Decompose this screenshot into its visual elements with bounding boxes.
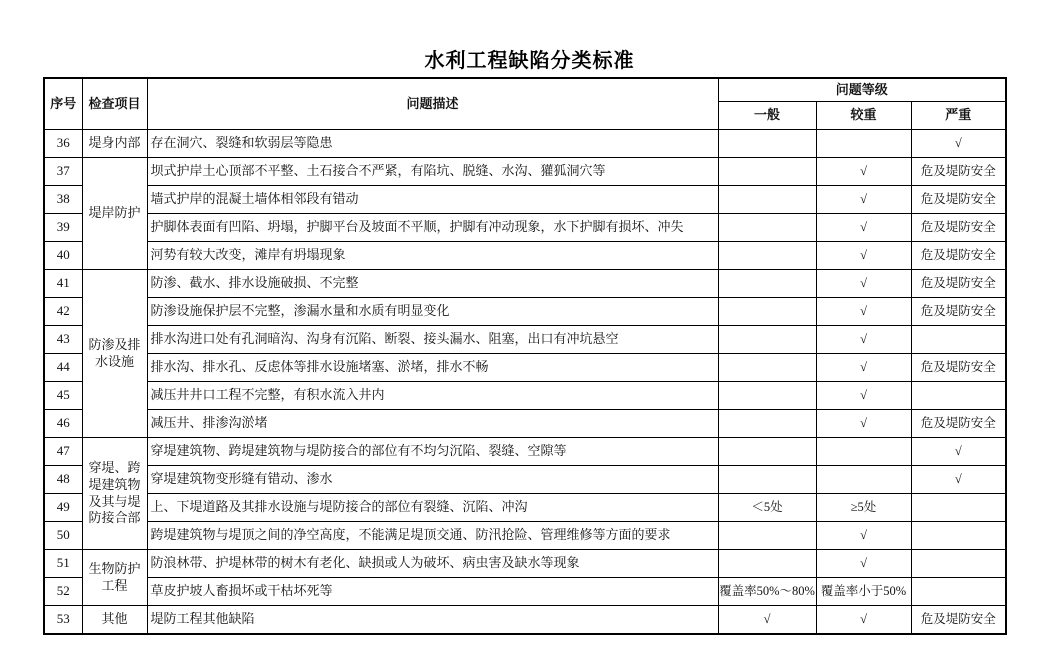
table-row	[44, 550, 1006, 578]
table-row	[44, 354, 1006, 382]
serial-number-cell: 43	[44, 326, 82, 354]
grade-moderate-cell: √	[816, 186, 911, 214]
grade-moderate-cell: √	[816, 298, 911, 326]
header-grade-severe: 严重	[911, 102, 1006, 130]
problem-description-cell: 坝式护岸土心顶部不平整、土石接合不严紧，有陷坑、脱缝、水沟、獾狐洞穴等	[147, 158, 718, 186]
page-title: 水利工程缺陷分类标准	[424, 50, 635, 72]
grade-general-cell	[718, 550, 816, 578]
grade-moderate-cell: √	[816, 270, 911, 298]
problem-description-cell: 护脚体表面有凹陷、坍塌，护脚平台及坡面不平顺，护脚有冲动现象，水下护脚有损坏、冲失	[147, 214, 718, 242]
inspection-item-cell: 生物防护工程	[82, 550, 147, 606]
problem-description-cell: 减压井、排渗沟淤堵	[147, 410, 718, 438]
grade-general-cell	[718, 298, 816, 326]
inspection-item-cell: 堤身内部	[82, 130, 147, 158]
grade-severe-cell: 危及堤防安全	[911, 410, 1006, 438]
grade-general-cell	[718, 410, 816, 438]
grade-severe-cell	[911, 522, 1006, 550]
serial-number-cell: 36	[44, 130, 82, 158]
grade-severe-cell: 危及堤防安全	[911, 186, 1006, 214]
grade-severe-cell	[911, 494, 1006, 522]
grade-moderate-cell: √	[816, 410, 911, 438]
serial-number-cell: 46	[44, 410, 82, 438]
table-row	[44, 606, 1006, 635]
grade-general-cell: 覆盖率50%～80%	[718, 578, 816, 606]
serial-number-cell: 51	[44, 550, 82, 578]
grade-moderate-cell: √	[816, 158, 911, 186]
serial-number-cell: 42	[44, 298, 82, 326]
grade-general-cell	[718, 382, 816, 410]
problem-description-cell: 防渗、截水、排水设施破损、不完整	[147, 270, 718, 298]
header-problem-grade-group: 问题等级	[718, 78, 1006, 102]
grade-severe-cell: 危及堤防安全	[911, 158, 1006, 186]
header-grade-moderate: 较重	[816, 102, 911, 130]
defect-classification-table	[43, 77, 1007, 635]
grade-severe-cell: 危及堤防安全	[911, 298, 1006, 326]
problem-description-cell: 减压井井口工程不完整，有积水流入井内	[147, 382, 718, 410]
grade-severe-cell	[911, 578, 1006, 606]
problem-description-cell: 排水沟、排水孔、反虑体等排水设施堵塞、淤堵，排水不畅	[147, 354, 718, 382]
grade-moderate-cell: √	[816, 354, 911, 382]
grade-moderate-cell: √	[816, 326, 911, 354]
grade-moderate-cell: ≥5处	[816, 494, 911, 522]
grade-moderate-cell: √	[816, 242, 911, 270]
table-row	[44, 158, 1006, 186]
problem-description-cell: 排水沟进口处有孔洞暗沟、沟身有沉陷、断裂、接头漏水、阻塞，出口有冲坑悬空	[147, 326, 718, 354]
grade-general-cell	[718, 242, 816, 270]
grade-moderate-cell: √	[816, 522, 911, 550]
table-row	[44, 466, 1006, 494]
table-row	[44, 494, 1006, 522]
grade-general-cell	[718, 466, 816, 494]
table-body	[44, 130, 1006, 635]
grade-severe-cell: 危及堤防安全	[911, 214, 1006, 242]
grade-severe-cell	[911, 382, 1006, 410]
grade-general-cell: √	[718, 606, 816, 635]
grade-moderate-cell	[816, 438, 911, 466]
table-row	[44, 298, 1006, 326]
serial-number-cell: 44	[44, 354, 82, 382]
grade-moderate-cell	[816, 130, 911, 158]
table-row	[44, 214, 1006, 242]
grade-general-cell	[718, 326, 816, 354]
grade-general-cell	[718, 354, 816, 382]
table-row	[44, 522, 1006, 550]
grade-general-cell	[718, 214, 816, 242]
grade-severe-cell: √	[911, 130, 1006, 158]
grade-general-cell	[718, 270, 816, 298]
grade-severe-cell: √	[911, 466, 1006, 494]
problem-description-cell: 防浪林带、护堤林带的树木有老化、缺损或人为破坏、病虫害及缺水等现象	[147, 550, 718, 578]
grade-severe-cell: 危及堤防安全	[911, 606, 1006, 635]
problem-description-cell: 墙式护岸的混凝土墙体相邻段有错动	[147, 186, 718, 214]
table-row	[44, 186, 1006, 214]
grade-general-cell	[718, 130, 816, 158]
header-grade-general: 一般	[718, 102, 816, 130]
table-row	[44, 130, 1006, 158]
serial-number-cell: 38	[44, 186, 82, 214]
serial-number-cell: 37	[44, 158, 82, 186]
table-row	[44, 410, 1006, 438]
grade-severe-cell: √	[911, 438, 1006, 466]
inspection-item-cell: 防渗及排水设施	[82, 270, 147, 438]
grade-moderate-cell: √	[816, 214, 911, 242]
grade-general-cell: ＜5处	[718, 494, 816, 522]
serial-number-cell: 45	[44, 382, 82, 410]
serial-number-cell: 40	[44, 242, 82, 270]
table-row	[44, 270, 1006, 298]
problem-description-cell: 穿堤建筑物变形缝有错动、渗水	[147, 466, 718, 494]
problem-description-cell: 跨堤建筑物与堤顶之间的净空高度，不能满足堤顶交通、防汛抢险、管理维修等方面的要求	[147, 522, 718, 550]
inspection-item-cell: 穿堤、跨堤建筑物及其与堤防接合部	[82, 438, 147, 550]
serial-number-cell: 53	[44, 606, 82, 635]
grade-severe-cell: 危及堤防安全	[911, 242, 1006, 270]
serial-number-cell: 50	[44, 522, 82, 550]
grade-moderate-cell: √	[816, 606, 911, 635]
grade-moderate-cell: √	[816, 382, 911, 410]
grade-general-cell	[718, 186, 816, 214]
grade-severe-cell	[911, 326, 1006, 354]
serial-number-cell: 47	[44, 438, 82, 466]
table-row	[44, 382, 1006, 410]
problem-description-cell: 存在洞穴、裂缝和软弱层等隐患	[147, 130, 718, 158]
grade-severe-cell	[911, 550, 1006, 578]
grade-severe-cell: 危及堤防安全	[911, 270, 1006, 298]
problem-description-cell: 草皮护坡人畜损坏或干枯坏死等	[147, 578, 718, 606]
header-inspection-item: 检查项目	[82, 78, 147, 130]
inspection-item-cell: 堤岸防护	[82, 158, 147, 270]
problem-description-cell: 堤防工程其他缺陷	[147, 606, 718, 635]
grade-moderate-cell	[816, 466, 911, 494]
problem-description-cell: 河势有较大改变，滩岸有坍塌现象	[147, 242, 718, 270]
grade-severe-cell: 危及堤防安全	[911, 354, 1006, 382]
serial-number-cell: 52	[44, 578, 82, 606]
grade-moderate-cell: √	[816, 550, 911, 578]
serial-number-cell: 48	[44, 466, 82, 494]
table-row	[44, 438, 1006, 466]
serial-number-cell: 41	[44, 270, 82, 298]
header-problem-description: 问题描述	[147, 78, 718, 130]
table-row	[44, 242, 1006, 270]
table-row	[44, 326, 1006, 354]
grade-general-cell	[718, 158, 816, 186]
problem-description-cell: 穿堤建筑物、跨堤建筑物与堤防接合的部位有不均匀沉陷、裂缝、空隙等	[147, 438, 718, 466]
grade-general-cell	[718, 438, 816, 466]
serial-number-cell: 39	[44, 214, 82, 242]
table-row	[44, 578, 1006, 606]
header-row-1	[44, 78, 1006, 102]
problem-description-cell: 防渗设施保护层不完整，渗漏水量和水质有明显变化	[147, 298, 718, 326]
table-header	[44, 78, 1006, 130]
inspection-item-cell: 其他	[82, 606, 147, 635]
header-serial-number: 序号	[44, 78, 82, 130]
serial-number-cell: 49	[44, 494, 82, 522]
problem-description-cell: 上、下堤道路及其排水设施与堤防接合的部位有裂缝、沉陷、冲沟	[147, 494, 718, 522]
grade-general-cell	[718, 522, 816, 550]
grade-moderate-cell: 覆盖率小于50%	[816, 578, 911, 606]
